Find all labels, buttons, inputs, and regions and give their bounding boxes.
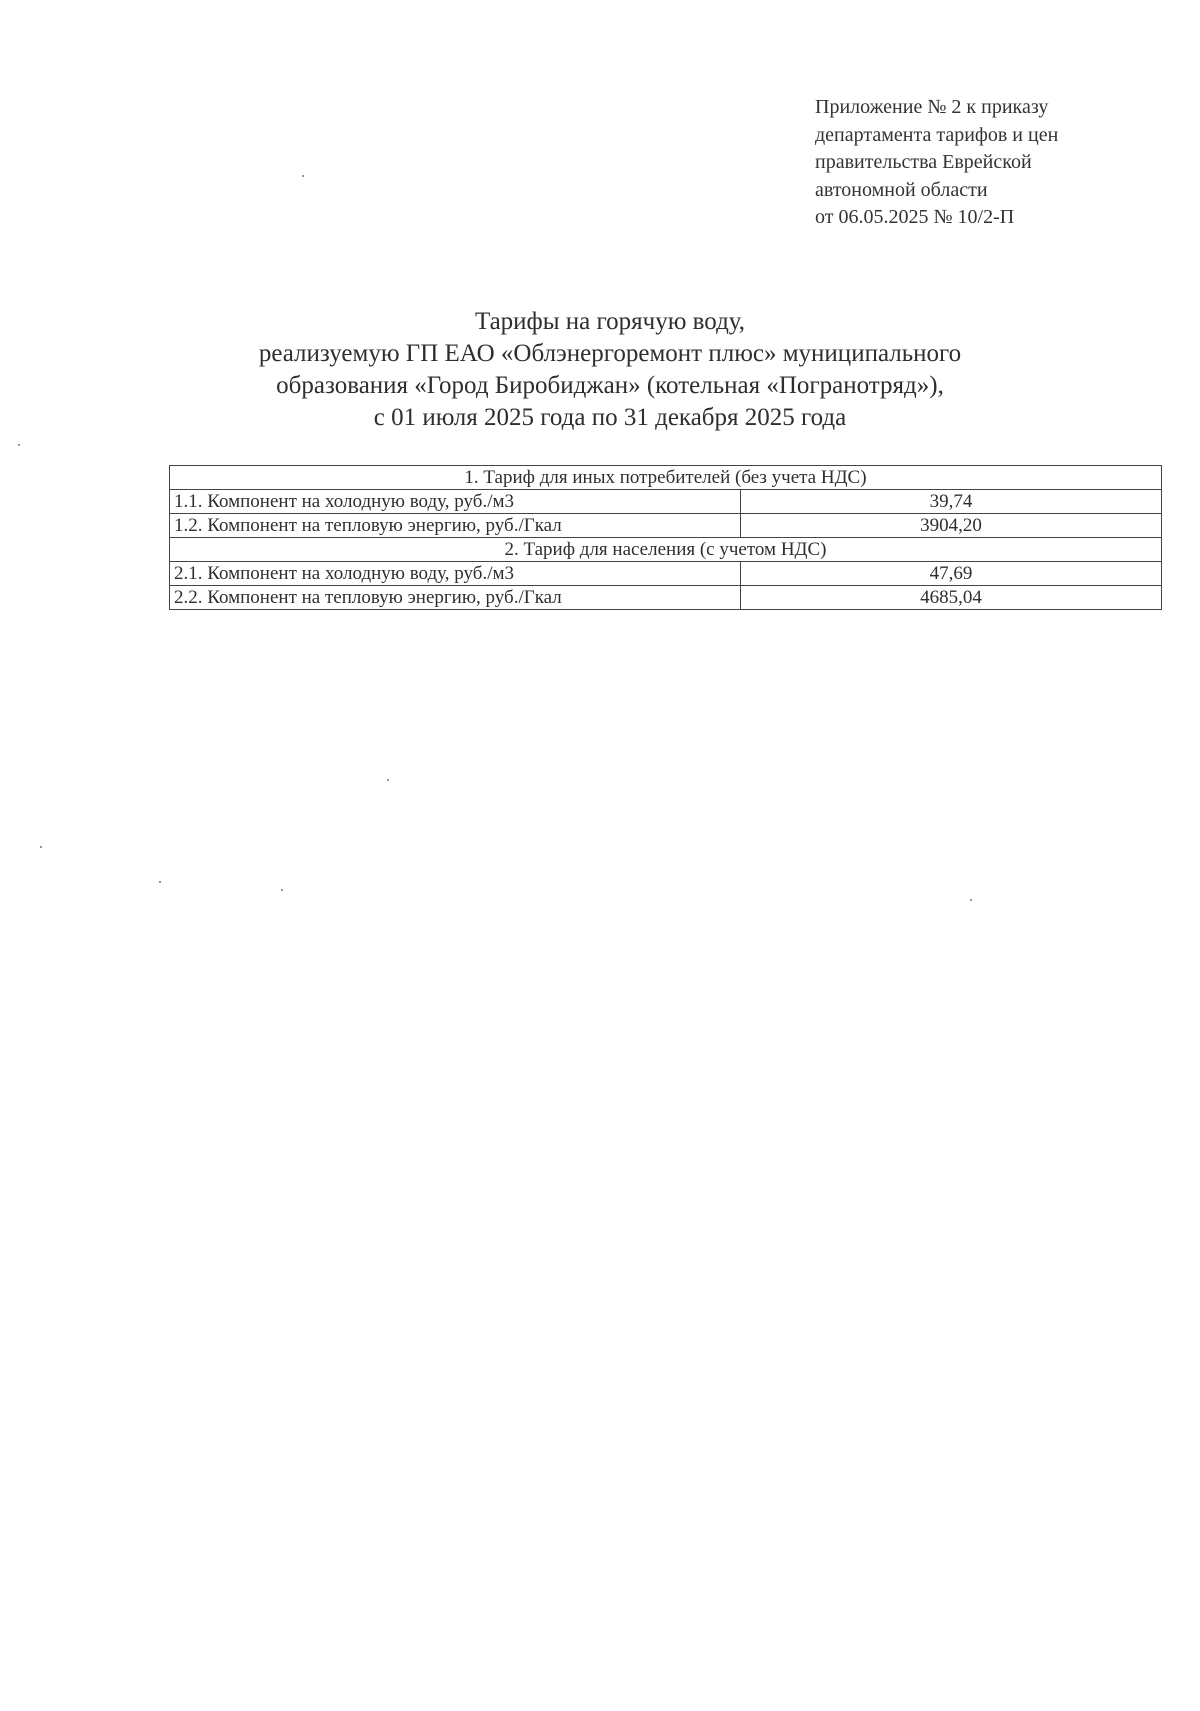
scan-speck [159, 881, 161, 883]
title-line: образования «Город Биробиджан» (котельная «Погранотряд»), [276, 372, 944, 399]
title-line: реализуемую ГП ЕАО «Облэнергоремонт плюс» муниципального [258, 340, 962, 367]
scan-speck [281, 889, 283, 891]
component-value: 47,69 [741, 562, 1162, 586]
component-value: 3904,20 [741, 514, 1162, 538]
appendix-line: правительства Еврейской [815, 151, 1032, 173]
appendix-line: Приложение № 2 к приказу [815, 96, 1049, 118]
table-row [170, 562, 1162, 586]
table-section-row [170, 538, 1162, 562]
appendix-note [815, 94, 1175, 232]
table-row [170, 490, 1162, 514]
component-name: 2.2. Компонент на тепловую энергию, руб./Гкал [170, 586, 741, 610]
table-row [170, 514, 1162, 538]
document-title [160, 306, 1060, 434]
scan-speck [40, 846, 42, 848]
appendix-date-number: от 06.05.2025 № 10/2-П [815, 206, 1015, 228]
appendix-line: автономной области [815, 178, 988, 201]
table-section-row [170, 466, 1162, 490]
scan-speck [387, 779, 389, 781]
title-line: Тарифы на горячую воду, [474, 308, 746, 335]
section-heading: 1. Тариф для иных потребителей (без учета НДС) [170, 466, 1162, 490]
component-value: 39,74 [741, 490, 1162, 514]
component-name: 1.2. Компонент на тепловую энергию, руб./Гкал [170, 514, 741, 538]
appendix-line: департамента тарифов и цен [815, 123, 1059, 146]
component-value: 4685,04 [741, 586, 1162, 610]
component-name: 1.1. Компонент на холодную воду, руб./м3 [170, 490, 741, 514]
title-period: с 01 июля 2025 года по 31 декабря 2025 года [373, 404, 847, 431]
tariff-table [169, 465, 1162, 610]
scan-speck [970, 899, 972, 901]
table-row [170, 586, 1162, 610]
scan-speck [302, 175, 304, 177]
scan-speck [18, 444, 20, 446]
section-heading: 2. Тариф для населения (с учетом НДС) [170, 538, 1162, 562]
component-name: 2.1. Компонент на холодную воду, руб./м3 [170, 562, 741, 586]
